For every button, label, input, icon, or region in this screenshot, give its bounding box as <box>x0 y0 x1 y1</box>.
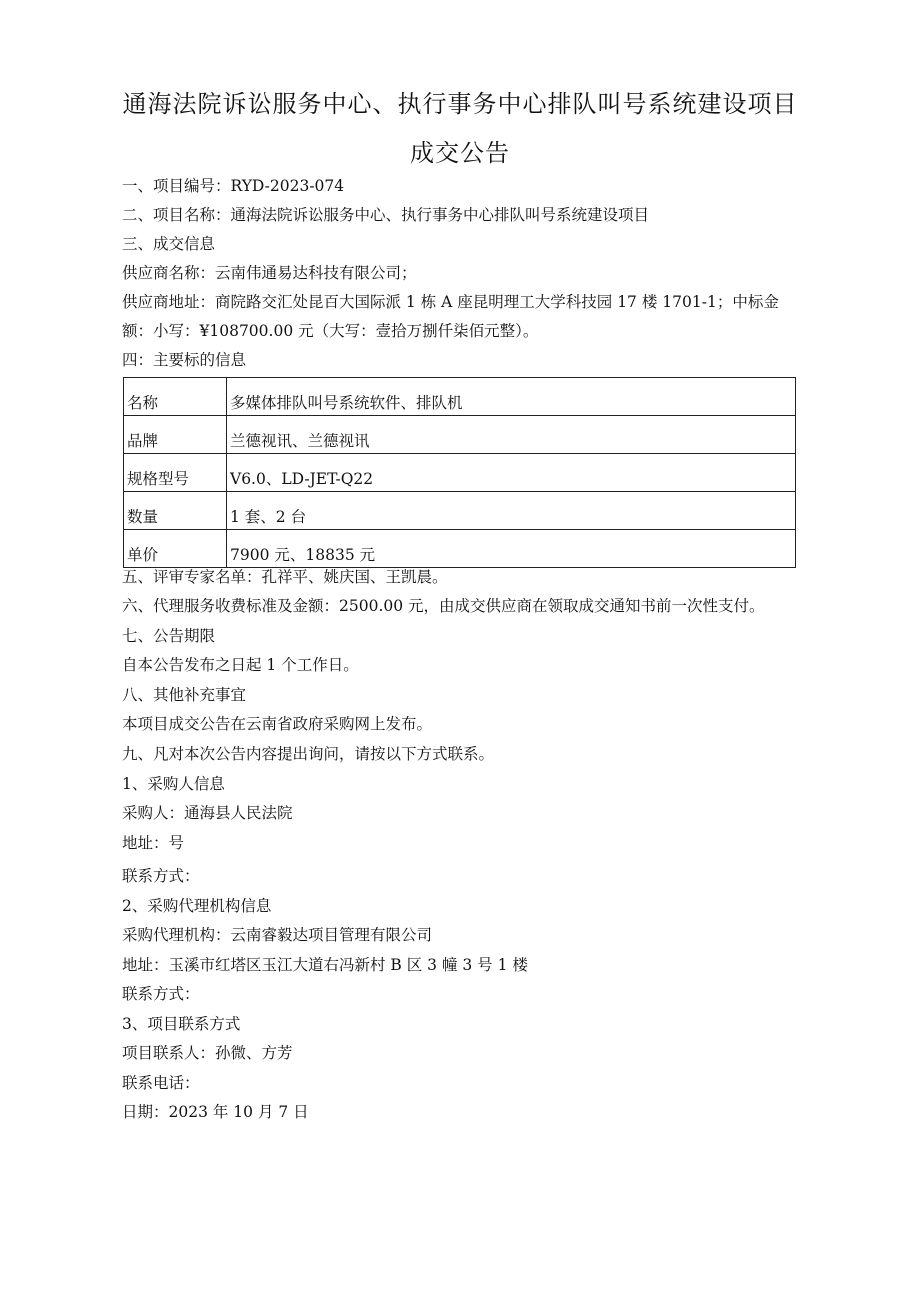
purchaser-contact: 联系方式： <box>122 867 200 885</box>
notice-period: 自本公告发布之日起 1 个工作日。 <box>122 656 359 674</box>
publication-note: 本项目成交公告在云南省政府采购网上发布。 <box>122 715 433 733</box>
table-key: 规格型号 <box>124 454 227 492</box>
project-number: 一、项目编号：RYD-2023-074 <box>122 177 345 195</box>
document-title: 通海法院诉讼服务中心、执行事务中心排队叫号系统建设项目 <box>122 90 798 118</box>
document-subtitle: 成交公告 <box>410 139 510 167</box>
section-main-items: 四：主要标的信息 <box>122 351 247 369</box>
table-row <box>124 416 796 454</box>
table-row <box>124 454 796 492</box>
table-value: V6.0、LD-JET-Q22 <box>227 454 796 492</box>
table-value: 1 套、2 台 <box>227 492 796 530</box>
main-items-table <box>123 377 796 568</box>
table-key: 数量 <box>124 492 227 530</box>
table-value: 7900 元、18835 元 <box>227 530 796 568</box>
table-value: 兰德视讯、兰德视讯 <box>227 416 796 454</box>
project-contact-heading: 3、项目联系方式 <box>122 1015 241 1033</box>
table-value: 多媒体排队叫号系统软件、排队机 <box>227 378 796 416</box>
section-award-info: 三、成交信息 <box>122 235 216 253</box>
purchaser-name: 采购人：通海县人民法院 <box>122 804 293 822</box>
expert-list: 五、评审专家名单：孔祥平、姚庆国、王凯晨。 <box>122 568 448 586</box>
table-key: 单价 <box>124 530 227 568</box>
purchaser-heading: 1、采购人信息 <box>122 775 225 793</box>
table-row <box>124 530 796 568</box>
project-name: 二、项目名称：通海法院诉讼服务中心、执行事务中心排队叫号系统建设项目 <box>122 206 650 224</box>
section-notice-period: 七、公告期限 <box>122 627 216 645</box>
section-supplementary: 八、其他补充事宜 <box>122 686 247 704</box>
supplier-name: 供应商名称：云南伟通易达科技有限公司； <box>122 264 417 282</box>
table-row <box>124 492 796 530</box>
agency-heading: 2、采购代理机构信息 <box>122 897 272 915</box>
award-amount: 额：小写：¥108700.00 元（大写：壹拾万捌仟柒佰元整）。 <box>122 322 539 340</box>
agency-fee: 六、代理服务收费标准及金额：2500.00 元，由成交供应商在领取成交通知书前一次性支付。 <box>122 597 765 615</box>
project-contact-person: 项目联系人：孙微、方芳 <box>122 1044 293 1062</box>
table-row <box>124 378 796 416</box>
agency-address: 地址：玉溪市红塔区玉江大道右冯新村 B 区 3 幢 3 号 1 楼 <box>122 956 528 974</box>
document-date: 日期：2023 年 10 月 7 日 <box>122 1103 309 1121</box>
section-contact: 九、凡对本次公告内容提出询问，请按以下方式联系。 <box>122 745 495 763</box>
table-key: 名称 <box>124 378 227 416</box>
agency-contact: 联系方式： <box>122 985 200 1003</box>
supplier-address: 供应商地址：商院路交汇处昆百大国际派 1 栋 A 座昆明理工大学科技园 17 楼 1701-1；中标金 <box>122 293 779 311</box>
project-contact-phone: 联系电话： <box>122 1074 200 1092</box>
purchaser-address: 地址：号 <box>122 834 185 852</box>
agency-name: 采购代理机构：云南睿毅达项目管理有限公司 <box>122 926 433 944</box>
table-key: 品牌 <box>124 416 227 454</box>
